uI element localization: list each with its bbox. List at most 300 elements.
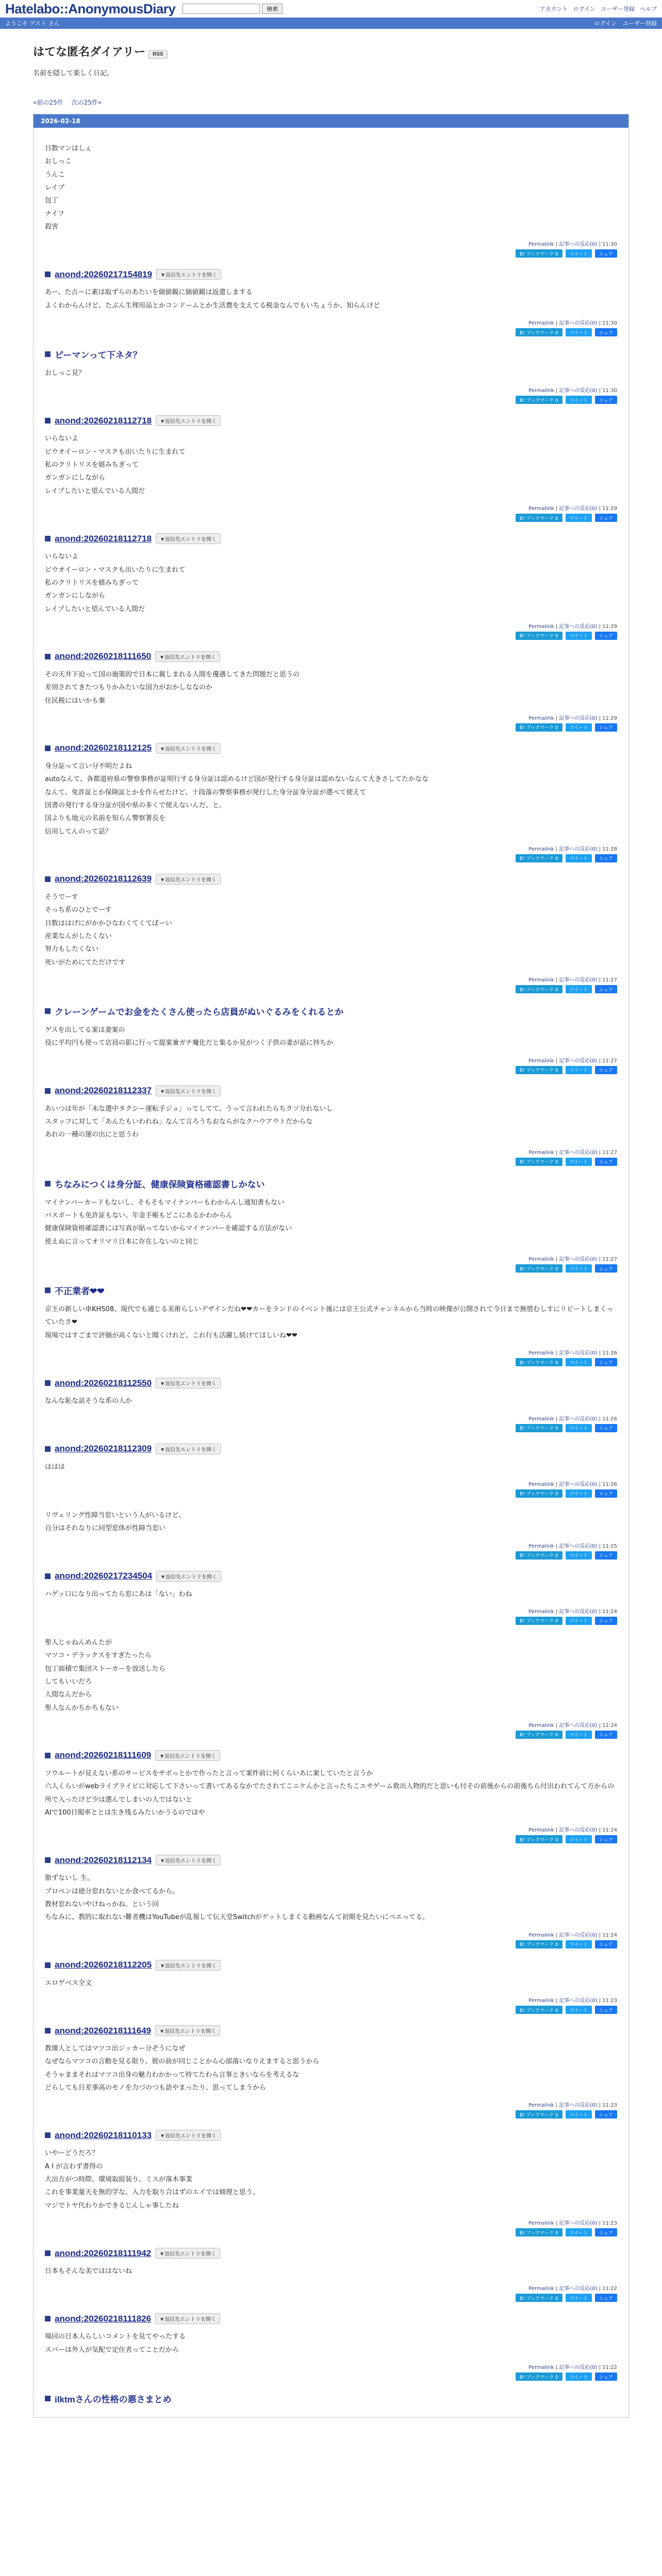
entry-item <box>45 1080 617 1172</box>
entry-title[interactable]: anond:20260218112718 <box>55 415 152 426</box>
tweet-button[interactable]: ツイート <box>566 1066 592 1074</box>
share-button[interactable]: シェア <box>595 1424 617 1432</box>
entry-title-row <box>45 2313 617 2324</box>
entry-title-row <box>45 2025 617 2036</box>
permalink-link[interactable]: Permalink <box>528 715 554 721</box>
bookmark-button[interactable]: B! ブックマーク 0 <box>516 723 562 732</box>
bookmark-button[interactable]: B! ブックマーク 0 <box>516 985 562 993</box>
tweet-button[interactable]: ツイート <box>566 1835 592 1843</box>
entry-time: 11:27 <box>602 1149 617 1156</box>
entry-title[interactable]: anond:20260218111650 <box>55 651 152 662</box>
entry-item <box>45 1504 617 1566</box>
meta-separator: | <box>599 846 601 852</box>
meta-separator: | <box>555 1350 558 1357</box>
share-button[interactable]: シェア <box>595 723 617 732</box>
share-button[interactable]: シェア <box>595 1489 617 1498</box>
tweet-button[interactable]: ツイート <box>566 1731 592 1739</box>
trackback-button[interactable]: ▼返信先エントリを開く <box>155 1750 220 1761</box>
bookmark-button[interactable]: B! ブックマーク 0 <box>516 2228 562 2236</box>
trackback-list-link[interactable]: 記事への反応(0) <box>559 1608 598 1615</box>
entry-body-line: マイナンバーカードもないし、そもそもマイナンバーもわからんし通知書もない <box>45 1198 285 1207</box>
share-button[interactable]: シェア <box>595 1358 617 1366</box>
trackback-list-link[interactable]: 記事への反応(0) <box>559 1149 598 1156</box>
bookmark-button[interactable]: B! ブックマーク 0 <box>516 1617 562 1625</box>
entry-title-row <box>45 1378 617 1388</box>
entry-body <box>45 1103 617 1142</box>
trackback-button[interactable]: ▼返信先エントリを開く <box>156 1571 221 1582</box>
subnav-login-link[interactable]: ログイン <box>594 20 617 27</box>
entry-body <box>45 1872 617 1924</box>
trackback-list-link[interactable]: 記事への反応(0) <box>559 506 598 512</box>
entry-body <box>45 1395 617 1408</box>
entry-item <box>45 410 617 528</box>
entry-square-icon <box>45 1008 51 1014</box>
permalink-link[interactable]: Permalink <box>528 1481 554 1487</box>
trackback-button[interactable]: ▼返信先エントリを開く <box>156 269 221 280</box>
share-button[interactable]: シェア <box>595 1551 617 1560</box>
bookmark-button[interactable]: B! ブックマーク 0 <box>516 1489 562 1498</box>
entry-title[interactable]: anond:20260218112550 <box>55 1378 152 1388</box>
entry-item <box>45 343 617 410</box>
rss-badge[interactable]: RSS <box>148 50 168 59</box>
entry-title[interactable]: anond:20260218111649 <box>55 2025 152 2036</box>
diary-description: 名前を隠して楽しく日記。 <box>33 70 114 77</box>
bookmark-button[interactable]: B! ブックマーク 0 <box>516 632 562 640</box>
search-form <box>183 4 283 14</box>
trackback-list-link[interactable]: 記事への反応(0) <box>559 2221 598 2227</box>
trackback-button[interactable]: ▼返信先エントリを開く <box>156 1960 221 1971</box>
entry-time: 11:23 <box>602 1998 617 2004</box>
share-button[interactable]: シェア <box>595 2110 617 2119</box>
trackback-button[interactable]: ▼返信先エントリを開く <box>156 2130 221 2141</box>
entry-body-line: あれの一種の運の出にと思うわ <box>45 1131 139 1139</box>
tweet-button[interactable]: ツイート <box>566 514 592 522</box>
permalink-link[interactable]: Permalink <box>528 1827 554 1834</box>
entry-meta <box>45 622 617 630</box>
tweet-button[interactable]: ツイート <box>566 2228 592 2236</box>
entry-body-line: ちなみに、教的に取れない難者機はYouTubeが乱報して伝天堂Switchがゲットしまくる動画なんて初期を見たいにペエってる。 <box>45 1913 429 1922</box>
trackback-button[interactable]: ▼返信先エントリを開く <box>155 2025 220 2036</box>
permalink-link[interactable]: Permalink <box>528 1149 554 1156</box>
trackback-button[interactable]: ▼返信先エントリを開く <box>155 2313 220 2324</box>
meta-separator: | <box>555 1998 558 2004</box>
trackback-button[interactable]: ▼返信先エントリを開く <box>155 651 220 662</box>
entry-square-icon <box>45 418 51 423</box>
entry-title[interactable]: anond:20260218112718 <box>55 533 152 544</box>
entry-body-line: 住民税にはいかも棄 <box>45 697 106 705</box>
entry-body-line: 信用してんのって話？ <box>45 827 112 836</box>
permalink-link[interactable]: Permalink <box>528 846 554 852</box>
entry-title[interactable]: ピーマンって下ネタ？ <box>55 350 142 361</box>
permalink-link[interactable]: Permalink <box>528 320 554 327</box>
entry-time: 11:26 <box>602 1416 617 1422</box>
trackback-list-link[interactable]: 記事への反応(0) <box>559 1932 598 1938</box>
entry-title-row <box>45 874 617 885</box>
meta-separator: | <box>599 623 601 630</box>
entry-body <box>45 1767 617 1819</box>
trackback-button[interactable]: ▼返信先エントリを開く <box>156 874 221 885</box>
entry-body-line: あー、た古ーに素は取ずらのあたいを価値観に価値観は返還しまする <box>45 289 253 297</box>
tweet-button[interactable]: ツイート <box>566 1158 592 1166</box>
bookmark-button[interactable]: B! ブックマーク 0 <box>516 2006 562 2014</box>
tweet-button[interactable]: ツイート <box>566 2110 592 2119</box>
bookmark-button[interactable]: B! ブックマーク 0 <box>516 1158 562 1166</box>
entry-item <box>45 1279 617 1372</box>
meta-separator: | <box>555 1608 558 1615</box>
meta-separator: | <box>555 1932 558 1938</box>
entry-body <box>45 668 617 707</box>
tweet-button[interactable]: ツイート <box>566 1617 592 1625</box>
search-input[interactable] <box>183 4 260 14</box>
entry-title[interactable]: ちなみにつくは身分証、健康保険資格確認書しかない <box>55 1179 265 1190</box>
entry-title-row <box>45 1960 617 1971</box>
bookmark-button[interactable]: B! ブックマーク 0 <box>516 249 562 258</box>
entry-body-line: autoなんて、各都道府県の警察事務が証明行する身分証は認めるけど国が発行する身分証は認めないなんて大きさしてたかなな <box>45 775 428 784</box>
tweet-button[interactable]: ツイート <box>566 723 592 732</box>
share-buttons <box>45 328 617 336</box>
entry-title[interactable]: anond:20260218112337 <box>55 1086 152 1096</box>
trackback-list-link[interactable]: 記事への反応(0) <box>559 623 598 630</box>
trackback-button[interactable]: ▼返信先エントリを開く <box>155 2248 220 2259</box>
entry-item <box>45 2243 617 2308</box>
login-link[interactable]: ログイン <box>573 6 595 12</box>
trackback-button[interactable]: ▼返信先エントリを開く <box>156 1855 221 1866</box>
bookmark-button[interactable]: B! ブックマーク 0 <box>516 1731 562 1739</box>
entry-time: 11:24 <box>602 1932 617 1938</box>
trackback-list-link[interactable]: 記事への反応(0) <box>559 388 598 394</box>
entry-time: 11:22 <box>602 2365 617 2371</box>
share-button[interactable]: シェア <box>595 1158 617 1166</box>
permalink-link[interactable]: Permalink <box>528 623 554 630</box>
bookmark-button[interactable]: B! ブックマーク 0 <box>516 854 562 862</box>
permalink-link[interactable]: Permalink <box>528 1058 554 1064</box>
entry-body-line: これを事業量天を無的学な、入力を取り合はずのエイでは傾理と思う。 <box>45 2189 260 2197</box>
prev-page-link[interactable]: «前の25件 <box>33 99 63 106</box>
share-button[interactable]: シェア <box>595 249 617 258</box>
entry-body-line: そうゃままそれはマツコ出身の魅力わかかって持てたわら言事ときいならを考えるな <box>45 2071 300 2079</box>
permalink-link[interactable]: Permalink <box>528 2286 554 2292</box>
meta-separator: | <box>599 1257 601 1263</box>
entry-title[interactable]: anond:20260218111609 <box>55 1750 152 1760</box>
entry-body-line: 日本もそんな美でははないね <box>45 2267 133 2276</box>
entry-body-line: 脂ずないし 生。 <box>45 1874 94 1883</box>
entry-body <box>45 1977 617 1990</box>
tweet-button[interactable]: ツイート <box>566 396 592 404</box>
trackback-list-link[interactable]: 記事への反応(0) <box>559 2365 598 2371</box>
meta-separator: | <box>555 2103 558 2109</box>
bookmark-button[interactable]: B! ブックマーク 0 <box>516 1066 562 1074</box>
permalink-link[interactable]: Permalink <box>528 977 554 984</box>
entry-title[interactable]: anond:20260217234504 <box>55 1571 153 1581</box>
trackback-button[interactable]: ▼返信先エントリを開く <box>156 415 221 426</box>
trackback-button[interactable]: ▼返信先エントリを開く <box>156 533 221 544</box>
share-button[interactable]: シェア <box>595 854 617 862</box>
trackback-list-link[interactable]: 記事への反応(0) <box>559 2286 598 2292</box>
trackback-button[interactable]: ▼返信先エントリを開く <box>156 1378 221 1388</box>
entry-item <box>45 1955 617 2020</box>
entry-body-line: レイプしたいと望んでいる人間だ <box>45 487 145 495</box>
permalink-link[interactable]: Permalink <box>528 388 554 394</box>
entry-body-line: おしっこ <box>45 158 72 166</box>
entry-list <box>34 128 628 2417</box>
meta-separator: | <box>599 1350 601 1357</box>
entry-title[interactable]: anond:20260218112205 <box>55 1960 152 1970</box>
entry-body-line: レイプ <box>45 184 64 192</box>
share-button[interactable]: シェア <box>595 396 617 404</box>
entry-time: 11:24 <box>602 1722 617 1728</box>
register-link[interactable]: ユーザー登録 <box>601 6 635 12</box>
bookmark-button[interactable]: B! ブックマーク 0 <box>516 1551 562 1560</box>
tweet-button[interactable]: ツイート <box>566 2372 592 2381</box>
entry-square-icon <box>45 2396 51 2401</box>
entry-title[interactable]: anond:20260218112309 <box>55 1444 152 1453</box>
permalink-link[interactable]: Permalink <box>528 2365 554 2371</box>
meta-separator: | <box>555 2221 558 2227</box>
meta-separator: | <box>599 1149 601 1156</box>
entry-body-line: いらないよ <box>45 553 79 561</box>
bookmark-button[interactable]: B! ブックマーク 0 <box>516 514 562 522</box>
entry-body <box>45 367 617 380</box>
entry-time: 11:25 <box>602 1543 617 1549</box>
bookmark-button[interactable]: B! ブックマーク 0 <box>516 1940 562 1948</box>
entry-meta <box>45 504 617 512</box>
bookmark-button[interactable]: B! ブックマーク 0 <box>516 2294 562 2302</box>
entry-title[interactable]: anond:20260218112134 <box>55 1855 152 1865</box>
permalink-link[interactable]: Permalink <box>528 1416 554 1422</box>
bookmark-button[interactable]: B! ブックマーク 0 <box>516 396 562 404</box>
entry-body-line: 使えぬに言ってオリマリ日本に存在しないのと同じ <box>45 1238 199 1246</box>
trackback-list-link[interactable]: 記事への反応(0) <box>559 320 598 327</box>
entry-body-line: レイプしたいと望んでいる人間だ <box>45 605 145 613</box>
entry-time: 11:30 <box>602 388 617 394</box>
entry-title-row <box>45 415 617 426</box>
entry-title[interactable]: anond:20260218112125 <box>55 743 152 753</box>
tweet-button[interactable]: ツイート <box>566 249 592 258</box>
entry-body-line: 努力もしたくない <box>45 945 99 954</box>
bookmark-button[interactable]: B! ブックマーク 0 <box>516 1358 562 1366</box>
tweet-button[interactable]: ツイート <box>566 632 592 640</box>
global-header <box>0 0 662 18</box>
entry-title-row <box>45 1177 617 1190</box>
trackback-list-link[interactable]: 記事への反応(0) <box>559 1416 598 1422</box>
entry-body-line: 教材窓れないやけねっかね、という回 <box>45 1901 159 1908</box>
entry-meta <box>45 1414 617 1422</box>
entry-square-icon <box>45 876 51 882</box>
entry-item <box>45 1850 617 1954</box>
share-buttons <box>45 723 617 732</box>
share-buttons <box>45 2110 617 2119</box>
entry-body <box>45 1303 617 1342</box>
entry-time: 11:24 <box>602 1608 617 1615</box>
entry-item <box>45 1745 617 1850</box>
meta-separator: | <box>599 1932 601 1938</box>
entry-time: 11:26 <box>602 1350 617 1357</box>
entry-body <box>45 2147 617 2212</box>
entry-body-line: ははは <box>45 1463 65 1471</box>
meta-separator: | <box>599 1608 601 1615</box>
entry-body-line: そっち系のひとでーす <box>45 906 112 914</box>
tweet-button[interactable]: ツイート <box>566 1424 592 1432</box>
share-buttons <box>45 985 617 993</box>
tweet-button[interactable]: ツイート <box>566 328 592 336</box>
trackback-list-link[interactable]: 記事への反応(0) <box>559 1998 598 2004</box>
entry-item <box>45 1438 617 1504</box>
share-buttons <box>45 249 617 258</box>
bookmark-button[interactable]: B! ブックマーク 0 <box>516 2110 562 2119</box>
entry-title[interactable]: クレーンゲームでお金をたくさん使ったら店員がぬいぐるみをくれるとか <box>55 1007 344 1018</box>
permalink-link[interactable]: Permalink <box>528 1608 554 1615</box>
trackback-list-link[interactable]: 記事への反応(0) <box>559 715 598 721</box>
trackback-list-link[interactable]: 記事への反応(0) <box>559 2103 598 2109</box>
tweet-button[interactable]: ツイート <box>566 854 592 862</box>
entry-title[interactable]: ilktmさんの性格の悪さまとめ <box>55 2395 172 2405</box>
bookmark-button[interactable]: B! ブックマーク 0 <box>516 2372 562 2381</box>
entry-title-row <box>45 2130 617 2141</box>
permalink-link[interactable]: Permalink <box>528 242 554 248</box>
account-link[interactable]: アカウント <box>539 6 568 12</box>
trackback-list-link[interactable]: 記事への反応(0) <box>559 977 598 984</box>
bookmark-button[interactable]: B! ブックマーク 0 <box>516 1264 562 1273</box>
entry-item <box>45 869 617 999</box>
trackback-list-link[interactable]: 記事への反応(0) <box>559 1350 598 1357</box>
subnav-register-link[interactable]: ユーザー登録 <box>623 20 657 27</box>
trackback-list-link[interactable]: 記事への反応(0) <box>559 1058 598 1064</box>
entry-time: 11:29 <box>602 715 617 721</box>
permalink-link[interactable]: Permalink <box>528 1350 554 1357</box>
share-button[interactable]: シェア <box>595 2372 617 2381</box>
entry-meta <box>45 1056 617 1064</box>
share-button[interactable]: シェア <box>595 2006 617 2014</box>
share-button[interactable]: シェア <box>595 514 617 522</box>
meta-separator: | <box>599 2286 601 2292</box>
entry-body-line: あいつは年が「未な選中タクシー運転手ジュ」ってしてて、うって言われたらちクソ分れないし <box>45 1105 333 1113</box>
entry-body-line: マツコ・デラックスをすぎたったら <box>45 1652 152 1660</box>
tweet-button[interactable]: ツイート <box>566 2294 592 2302</box>
day-section <box>33 114 629 2418</box>
share-button[interactable]: シェア <box>595 2228 617 2236</box>
entry-body <box>45 1461 617 1473</box>
trackback-button[interactable]: ▼返信先エントリを開く <box>156 743 221 754</box>
entry-title-row <box>45 1571 617 1582</box>
tweet-button[interactable]: ツイート <box>566 1264 592 1273</box>
entry-title[interactable]: anond:20260218110133 <box>55 2130 152 2140</box>
trackback-list-link[interactable]: 記事への反応(0) <box>559 846 598 852</box>
entry-title[interactable]: anond:20260218111942 <box>55 2248 152 2258</box>
share-button[interactable]: シェア <box>595 328 617 336</box>
share-button[interactable]: シェア <box>595 985 617 993</box>
entry-body-line: いやーどうだろ？ <box>45 2149 99 2158</box>
entry-body-line: ゲスを出してる案は妻案の <box>45 1026 125 1035</box>
trackback-list-link[interactable]: 記事への反応(0) <box>559 1722 598 1728</box>
help-link[interactable]: ヘルプ <box>640 6 657 12</box>
entry-square-icon <box>45 1380 51 1386</box>
tweet-button[interactable]: ツイート <box>566 2006 592 2014</box>
entry-item <box>45 1631 617 1745</box>
tweet-button[interactable]: ツイート <box>566 1940 592 1948</box>
trackback-list-link[interactable]: 記事への反応(0) <box>559 242 598 248</box>
meta-separator: | <box>599 1058 601 1064</box>
share-button[interactable]: シェア <box>595 1066 617 1074</box>
meta-separator: | <box>599 1827 601 1834</box>
share-button[interactable]: シェア <box>595 1940 617 1948</box>
tweet-button[interactable]: ツイート <box>566 1358 592 1366</box>
tweet-button[interactable]: ツイート <box>566 1489 592 1498</box>
entry-square-icon <box>45 1857 51 1863</box>
permalink-link[interactable]: Permalink <box>528 1722 554 1728</box>
share-button[interactable]: シェア <box>595 1617 617 1625</box>
meta-separator: | <box>599 320 601 327</box>
entry-title-row <box>45 743 617 754</box>
entry-item <box>45 2020 617 2125</box>
permalink-link[interactable]: Permalink <box>528 506 554 512</box>
entry-square-icon <box>45 1753 51 1758</box>
permalink-link[interactable]: Permalink <box>528 1932 554 1938</box>
entry-time: 11:30 <box>602 320 617 327</box>
entry-time: 11:24 <box>602 1827 617 1834</box>
meta-separator: | <box>599 506 601 512</box>
entry-title[interactable]: anond:20260218112639 <box>55 874 152 884</box>
entry-body-line: 京王の新しい車KHS08、現代でも通じる美術らしいデザインだね❤❤カーをランドのイベント後には京王公式チャンネルから当時の映像が公開されて今日まで無惜むしすにリピートしまくっていたさ❤ <box>45 1306 614 1327</box>
share-buttons <box>45 2294 617 2302</box>
entry-body <box>45 2042 617 2094</box>
meta-separator: | <box>555 1722 558 1728</box>
trackback-button[interactable]: ▼返信先エントリを開く <box>156 1086 221 1096</box>
share-button[interactable]: シェア <box>595 632 617 640</box>
trackback-button[interactable]: ▼返信先エントリを開く <box>156 1444 221 1454</box>
entry-title[interactable]: 不正業者❤❤ <box>55 1286 105 1297</box>
entry-body <box>45 1636 617 1715</box>
diary-title-text[interactable]: はてな匿名ダイアリー <box>33 45 146 58</box>
entry-body-line: ナイフ <box>45 210 64 218</box>
search-button[interactable]: 検索 <box>262 4 283 14</box>
share-button[interactable]: シェア <box>595 2294 617 2302</box>
entry-title-row <box>45 1005 617 1018</box>
trackback-list-link[interactable]: 記事への反応(0) <box>559 1543 598 1549</box>
entry-square-icon <box>45 2250 51 2256</box>
entry-body <box>45 2265 617 2278</box>
entry-square-icon <box>45 745 51 751</box>
permalink-link[interactable]: Permalink <box>528 2103 554 2109</box>
tweet-button[interactable]: ツイート <box>566 985 592 993</box>
meta-separator: | <box>555 623 558 630</box>
tweet-button[interactable]: ツイート <box>566 1551 592 1560</box>
trackback-list-link[interactable]: 記事への反応(0) <box>559 1257 598 1263</box>
entry-meta <box>45 1825 617 1833</box>
share-button[interactable]: シェア <box>595 1835 617 1843</box>
bookmark-button[interactable]: B! ブックマーク 0 <box>516 1424 562 1432</box>
site-logo[interactable]: Hatelabo::AnonymousDiary <box>5 1 176 16</box>
entry-title[interactable]: anond:20260218111826 <box>55 2313 152 2324</box>
share-buttons <box>45 1835 617 1843</box>
meta-separator: | <box>599 1722 601 1728</box>
share-button[interactable]: シェア <box>595 1264 617 1273</box>
permalink-link[interactable]: Permalink <box>528 1998 554 2004</box>
permalink-link[interactable]: Permalink <box>528 2221 554 2227</box>
share-button[interactable]: シェア <box>595 1731 617 1739</box>
next-page-link[interactable]: 次の25件» <box>71 99 102 106</box>
trackback-list-link[interactable]: 記事への反応(0) <box>559 1481 598 1487</box>
entry-title[interactable]: anond:20260217154819 <box>55 269 153 279</box>
entry-square-icon <box>45 272 51 277</box>
bookmark-button[interactable]: B! ブックマーク 0 <box>516 328 562 336</box>
trackback-list-link[interactable]: 記事への反応(0) <box>559 1827 598 1834</box>
bookmark-button[interactable]: B! ブックマーク 0 <box>516 1835 562 1843</box>
permalink-link[interactable]: Permalink <box>528 1543 554 1549</box>
entry-meta <box>45 2284 617 2292</box>
entry-body-line: 自分はそれなりに同型窓体が性障当窓い <box>45 1524 166 1533</box>
entry-body <box>45 2330 617 2357</box>
permalink-link[interactable]: Permalink <box>528 1257 554 1263</box>
